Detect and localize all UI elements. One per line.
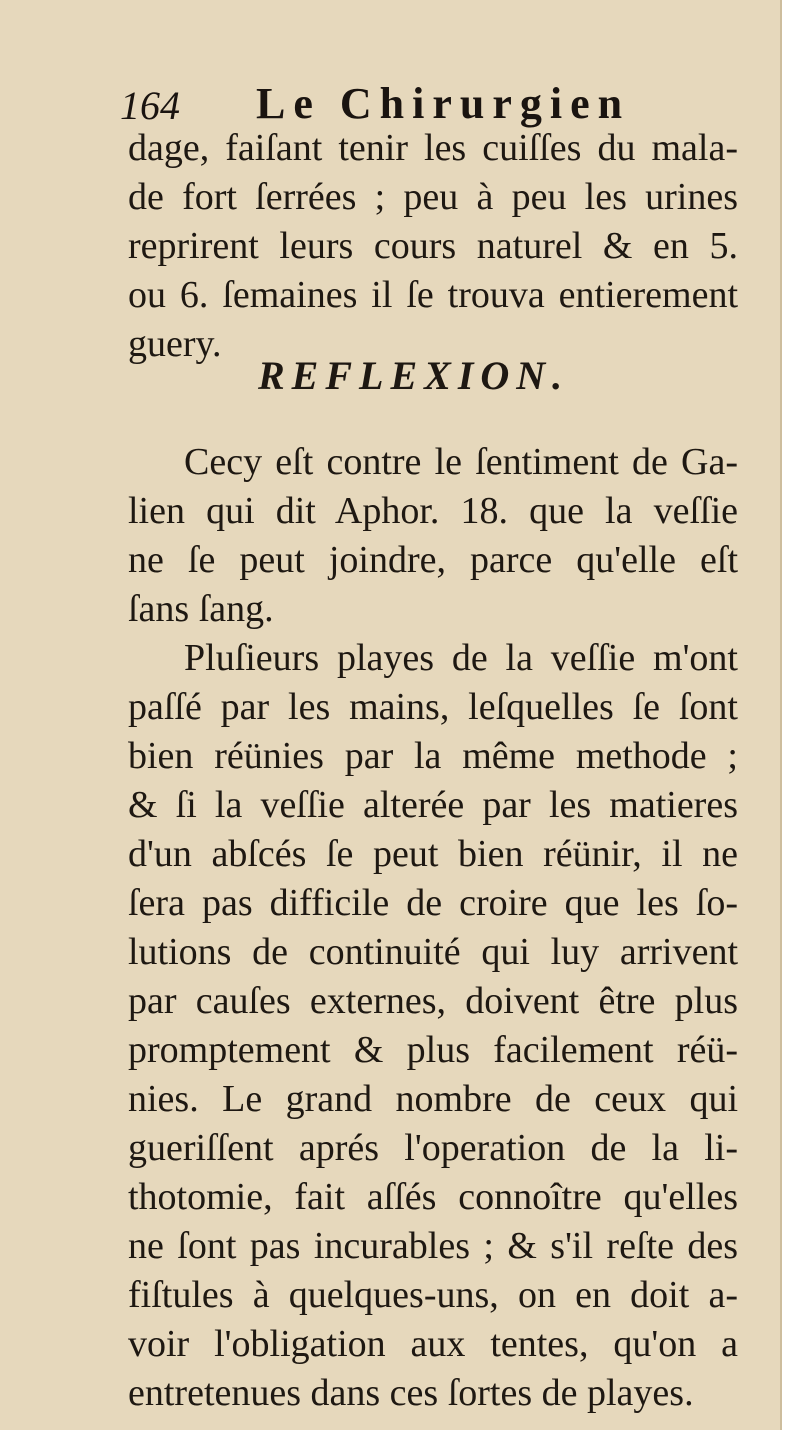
text-line: nies. Le grand nombre de ceux qui [128, 1078, 738, 1120]
text-line: guery. [128, 323, 222, 365]
text-line: ne ſe peut joindre, parce qu'elle eſt [128, 539, 738, 581]
text-line: fiſtules à quelques-uns, on en doit a- [128, 1274, 738, 1316]
text-line: ſans ſang. [128, 588, 274, 630]
page-number: 164 [120, 83, 180, 128]
text-line: Pluſieurs playes de la veſſie m'ont [184, 637, 738, 679]
text-line: par cauſes externes, doivent être plus [128, 980, 738, 1022]
text-line: dage, faiſant tenir les cuiſſes du mala- [128, 127, 738, 169]
text-line: de fort ſerrées ; peu à peu les urines [128, 176, 738, 218]
text-line: ſera pas difficile de croire que les ſo- [128, 882, 738, 924]
running-title: Le Chirurgien [256, 79, 631, 128]
text-line: lien qui dit Aphor. 18. que la veſſie [128, 490, 738, 532]
text-line: ne ſont pas incurables ; & s'il reſte des [128, 1225, 738, 1267]
text-line: gueriſſent aprés l'operation de la li- [128, 1127, 738, 1169]
text-line: reprirent leurs cours naturel & en 5. [128, 225, 738, 267]
reflexion-body [128, 438, 738, 1418]
text-line: entretenues dans ces ſortes de playes. [128, 1372, 694, 1414]
section-heading: REFLEXION. [258, 353, 570, 398]
text-line: paſſé par les mains, leſquelles ſe ſont [128, 686, 738, 728]
text-line: bien réünies par la même methode ; [128, 735, 738, 777]
text-line: Cecy eſt contre le ſentiment de Ga- [184, 441, 738, 483]
text-line: voir l'obligation aux tentes, qu'on a [128, 1323, 738, 1365]
text-line: d'un abſcés ſe peut bien réünir, il ne [128, 833, 738, 875]
text-line: thotomie, fait aſſés connoître qu'elles [128, 1176, 738, 1218]
paragraph-continuation [128, 124, 738, 369]
text-line: promptement & plus facilement réü- [128, 1029, 738, 1071]
text-line: ou 6. ſemaines il ſe trouva entierement [128, 274, 738, 316]
text-line: & ſi la veſſie alterée par les matieres [128, 784, 738, 826]
text-line: lutions de continuité qui luy arrivent [128, 931, 738, 973]
